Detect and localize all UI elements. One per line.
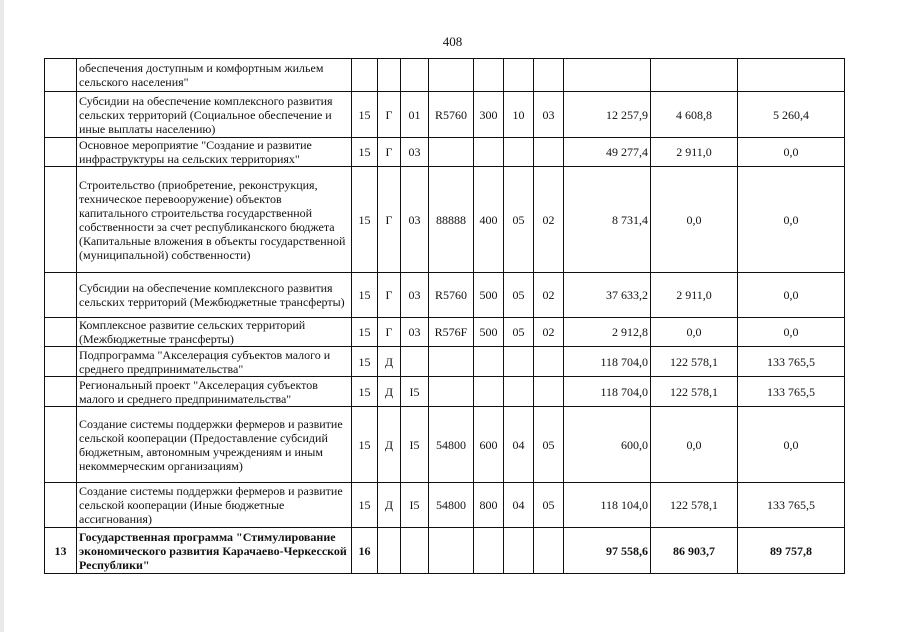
- row-number: [45, 407, 77, 483]
- section-code: [504, 377, 534, 407]
- amount-year-1: 97 558,6: [564, 528, 651, 574]
- amount-year-2: 86 903,7: [651, 528, 738, 574]
- row-number: [45, 59, 77, 92]
- expense-direction-code: R576F: [429, 318, 474, 347]
- program-code: 15: [352, 377, 378, 407]
- amount-year-2: 0,0: [651, 167, 738, 273]
- subprogram-code: Д: [378, 483, 401, 528]
- expense-direction-code: [429, 347, 474, 377]
- program-code: 15: [352, 92, 378, 138]
- table-row: [45, 167, 845, 273]
- amount-year-3: 0,0: [738, 407, 845, 483]
- expense-direction-code: 54800: [429, 483, 474, 528]
- measure-code: 01: [401, 92, 429, 138]
- amount-year-3: 89 757,8: [738, 528, 845, 574]
- amount-year-2: 0,0: [651, 407, 738, 483]
- program-code: 15: [352, 273, 378, 318]
- expense-type-code: [474, 347, 504, 377]
- amount-year-1: 49 277,4: [564, 138, 651, 167]
- amount-year-1: 12 257,9: [564, 92, 651, 138]
- row-number: [45, 483, 77, 528]
- expense-direction-code: 88888: [429, 167, 474, 273]
- row-number: [45, 167, 77, 273]
- program-code: 15: [352, 407, 378, 483]
- program-code: 15: [352, 347, 378, 377]
- subprogram-code: Г: [378, 92, 401, 138]
- row-number: [45, 347, 77, 377]
- expense-direction-code: [429, 528, 474, 574]
- amount-year-3: 133 765,5: [738, 483, 845, 528]
- subsection-code: [534, 377, 564, 407]
- amount-year-3: [738, 59, 845, 92]
- expense-type-code: 500: [474, 273, 504, 318]
- section-code: 05: [504, 273, 534, 318]
- row-number: 13: [45, 528, 77, 574]
- amount-year-2: 2 911,0: [651, 138, 738, 167]
- measure-code: 03: [401, 138, 429, 167]
- table-row: [45, 347, 845, 377]
- section-code: [504, 59, 534, 92]
- item-name: Создание системы поддержки фермеров и развитие сельской кооперации (Иные бюджетные ассигнования): [77, 483, 352, 528]
- table-row: [45, 483, 845, 528]
- amount-year-1: 118 104,0: [564, 483, 651, 528]
- table-row: [45, 92, 845, 138]
- table-row: [45, 273, 845, 318]
- subprogram-code: Д: [378, 377, 401, 407]
- program-code: 15: [352, 483, 378, 528]
- measure-code: I5: [401, 483, 429, 528]
- measure-code: 03: [401, 167, 429, 273]
- measure-code: [401, 528, 429, 574]
- amount-year-3: 5 260,4: [738, 92, 845, 138]
- amount-year-1: 8 731,4: [564, 167, 651, 273]
- expense-type-code: 300: [474, 92, 504, 138]
- item-name: Строительство (приобретение, реконструкция, техническое перевооружение) объектов капитального строительства государственной собственности за счет республиканского бюджета (Капитальные вложения в объекты государственной (муниципальной) собственности): [77, 167, 352, 273]
- subprogram-code: Д: [378, 347, 401, 377]
- expense-type-code: 800: [474, 483, 504, 528]
- subsection-code: 02: [534, 273, 564, 318]
- item-name: Государственная программа "Стимулирование экономического развития Карачаево-Черкесской Республики": [77, 528, 352, 574]
- amount-year-3: 0,0: [738, 167, 845, 273]
- measure-code: 03: [401, 273, 429, 318]
- amount-year-1: 2 912,8: [564, 318, 651, 347]
- row-number: [45, 273, 77, 318]
- measure-code: 03: [401, 318, 429, 347]
- subsection-code: [534, 59, 564, 92]
- expense-type-code: 400: [474, 167, 504, 273]
- amount-year-2: 122 578,1: [651, 483, 738, 528]
- amount-year-2: 122 578,1: [651, 347, 738, 377]
- subsection-code: 02: [534, 167, 564, 273]
- subsection-code: 05: [534, 407, 564, 483]
- subsection-code: [534, 528, 564, 574]
- amount-year-1: 600,0: [564, 407, 651, 483]
- amount-year-1: 118 704,0: [564, 347, 651, 377]
- section-code: [504, 528, 534, 574]
- table-row: [45, 407, 845, 483]
- table-row: [45, 377, 845, 407]
- expense-type-code: [474, 59, 504, 92]
- section-code: 04: [504, 407, 534, 483]
- section-code: 04: [504, 483, 534, 528]
- amount-year-1: 37 633,2: [564, 273, 651, 318]
- row-number: [45, 318, 77, 347]
- item-name: Основное мероприятие "Создание и развитие инфраструктуры на сельских территориях": [77, 138, 352, 167]
- expense-type-code: [474, 528, 504, 574]
- expense-type-code: [474, 138, 504, 167]
- subsection-code: 05: [534, 483, 564, 528]
- amount-year-3: 0,0: [738, 273, 845, 318]
- subprogram-code: Д: [378, 407, 401, 483]
- subsection-code: 02: [534, 318, 564, 347]
- measure-code: I5: [401, 407, 429, 483]
- subprogram-code: [378, 59, 401, 92]
- page-number: 408: [442, 34, 463, 49]
- item-name: Региональный проект "Акселерация субъектов малого и среднего предпринимательства": [77, 377, 352, 407]
- measure-code: I5: [401, 377, 429, 407]
- row-number: [45, 138, 77, 167]
- scan-edge-shadow: [0, 0, 4, 632]
- amount-year-1: 118 704,0: [564, 377, 651, 407]
- item-name: Подпрограмма "Акселерация субъектов малого и среднего предпринимательства": [77, 347, 352, 377]
- section-code: 05: [504, 167, 534, 273]
- amount-year-2: 4 608,8: [651, 92, 738, 138]
- program-code: [352, 59, 378, 92]
- amount-year-2: 122 578,1: [651, 377, 738, 407]
- expense-direction-code: R5760: [429, 92, 474, 138]
- amount-year-3: 0,0: [738, 138, 845, 167]
- program-code: 15: [352, 318, 378, 347]
- subprogram-code: [378, 528, 401, 574]
- expense-direction-code: R5760: [429, 273, 474, 318]
- amount-year-3: 133 765,5: [738, 347, 845, 377]
- amount-year-2: 2 911,0: [651, 273, 738, 318]
- item-name: Субсидии на обеспечение комплексного развития сельских территорий (Межбюджетные трансферты): [77, 273, 352, 318]
- subsection-code: [534, 347, 564, 377]
- item-name: обеспечения доступным и комфортным жильем сельского населения": [77, 59, 352, 92]
- section-code: 10: [504, 92, 534, 138]
- amount-year-1: [564, 59, 651, 92]
- table-row: [45, 59, 845, 92]
- program-code: 15: [352, 138, 378, 167]
- expense-direction-code: [429, 377, 474, 407]
- program-code: 15: [352, 167, 378, 273]
- measure-code: [401, 347, 429, 377]
- section-code: [504, 138, 534, 167]
- budget-table: [44, 58, 845, 574]
- subsection-code: [534, 138, 564, 167]
- section-code: [504, 347, 534, 377]
- row-number: [45, 92, 77, 138]
- expense-type-code: 500: [474, 318, 504, 347]
- subprogram-code: Г: [378, 318, 401, 347]
- amount-year-3: 0,0: [738, 318, 845, 347]
- expense-type-code: 600: [474, 407, 504, 483]
- amount-year-2: 0,0: [651, 318, 738, 347]
- row-number: [45, 377, 77, 407]
- table-row: [45, 318, 845, 347]
- table-row: [45, 528, 845, 574]
- subprogram-code: Г: [378, 138, 401, 167]
- item-name: Создание системы поддержки фермеров и развитие сельской кооперации (Предоставление субсидий бюджетным, автономным учреждениям и иным некоммерческим организациям): [77, 407, 352, 483]
- item-name: Субсидии на обеспечение комплексного развития сельских территорий (Социальное обеспечение и иные выплаты населению): [77, 92, 352, 138]
- measure-code: [401, 59, 429, 92]
- subprogram-code: Г: [378, 167, 401, 273]
- item-name: Комплексное развитие сельских территорий (Межбюджетные трансферты): [77, 318, 352, 347]
- subsection-code: 03: [534, 92, 564, 138]
- subprogram-code: Г: [378, 273, 401, 318]
- expense-type-code: [474, 377, 504, 407]
- section-code: 05: [504, 318, 534, 347]
- expense-direction-code: [429, 138, 474, 167]
- table-row: [45, 138, 845, 167]
- program-code: 16: [352, 528, 378, 574]
- amount-year-2: [651, 59, 738, 92]
- expense-direction-code: [429, 59, 474, 92]
- amount-year-3: 133 765,5: [738, 377, 845, 407]
- expense-direction-code: 54800: [429, 407, 474, 483]
